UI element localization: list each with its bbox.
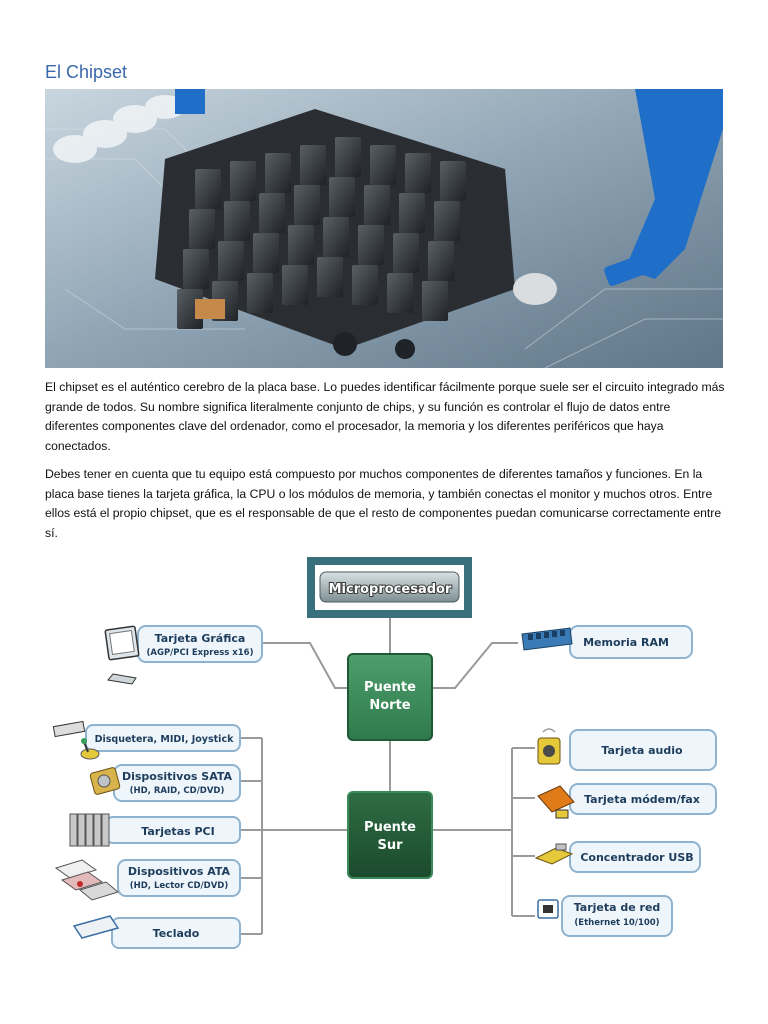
left-item-label: Tarjetas PCI xyxy=(141,825,215,838)
right-item-label: Concentrador USB xyxy=(580,851,694,864)
speaker-icon xyxy=(538,729,560,764)
right-item-label: Tarjeta audio xyxy=(601,744,683,757)
left-item-sata xyxy=(90,765,240,801)
paragraph-details: Debes tener en cuenta que tu equipo está compuesto por muchos componentes de diferentes tamaños y funciones. En la placa base tienes la tarjeta gráfica, la CPU o los módulos de memoria, y también conectas el monitor y muchos otros. Entre ellos está el propio chipset, que es el responsable de que el resto de componentes puedan comunicarse correctamente entre sí. xyxy=(45,467,722,540)
north-bridge-line2: Norte xyxy=(369,698,411,713)
left-item-label: Dispositivos SATA xyxy=(121,770,233,783)
south-bridge-box xyxy=(348,792,432,878)
usb-hub-icon xyxy=(536,844,572,864)
left-item-label: Dispositivos ATA xyxy=(127,865,231,878)
ram-box xyxy=(522,626,692,658)
left-item-disquetera xyxy=(53,721,240,759)
right-item-audio xyxy=(538,729,716,770)
right-item-label: Tarjeta módem/fax xyxy=(584,793,700,806)
right-item-label: Tarjeta de red xyxy=(573,901,661,914)
south-bridge-line1: Puente xyxy=(364,820,416,835)
right-item-sub: (Ethernet 10/100) xyxy=(574,918,660,928)
monitor-icon xyxy=(105,626,139,684)
south-bridge-line2: Sur xyxy=(377,838,403,853)
left-peripherals xyxy=(53,721,240,948)
left-item-ata xyxy=(56,860,240,900)
ram-module-icon xyxy=(522,628,572,650)
right-peripherals xyxy=(536,729,716,936)
gpu-label: Tarjeta Gráfica xyxy=(154,632,246,645)
right-item-usb xyxy=(536,842,700,872)
right-item-network xyxy=(538,896,672,936)
microprocessor-box xyxy=(307,557,472,618)
modem-card-icon xyxy=(538,786,574,818)
left-item-label: Disquetera, MIDI, Joystick xyxy=(94,734,234,745)
network-jack-icon xyxy=(538,900,558,918)
right-item-modem xyxy=(538,784,716,818)
gpu-box xyxy=(105,626,262,684)
ram-label: Memoria RAM xyxy=(583,636,669,649)
north-bridge-line1: Puente xyxy=(364,680,416,695)
disc-drives-icon xyxy=(56,860,118,900)
left-item-pci xyxy=(70,814,240,846)
left-item-teclado xyxy=(74,916,240,948)
microprocessor-label: Microprocesador xyxy=(328,582,452,597)
left-item-sub: (HD, RAID, CD/DVD) xyxy=(129,786,225,796)
page-title: El Chipset xyxy=(45,62,128,82)
chipset-photo xyxy=(45,89,723,368)
gpu-sub: (AGP/PCI Express x16) xyxy=(146,648,254,658)
chipset-diagram xyxy=(0,548,768,968)
pci-slots-icon xyxy=(70,814,109,846)
left-item-sub: (HD, Lector CD/DVD) xyxy=(129,881,229,891)
paragraph-intro: El chipset es el auténtico cerebro de la placa base. Lo puedes identificar fácilmente porque suele ser el circuito integrado más grande de todos. Su nombre significa literalmente conjunto de chips, y su función es controlar el flujo de datos entre diferentes componentes clave del ordenador, como el procesador, la memoria y los diferentes periféricos que haya conectados. xyxy=(45,380,725,453)
left-item-label: Teclado xyxy=(152,927,200,940)
north-bridge-box xyxy=(348,654,432,740)
